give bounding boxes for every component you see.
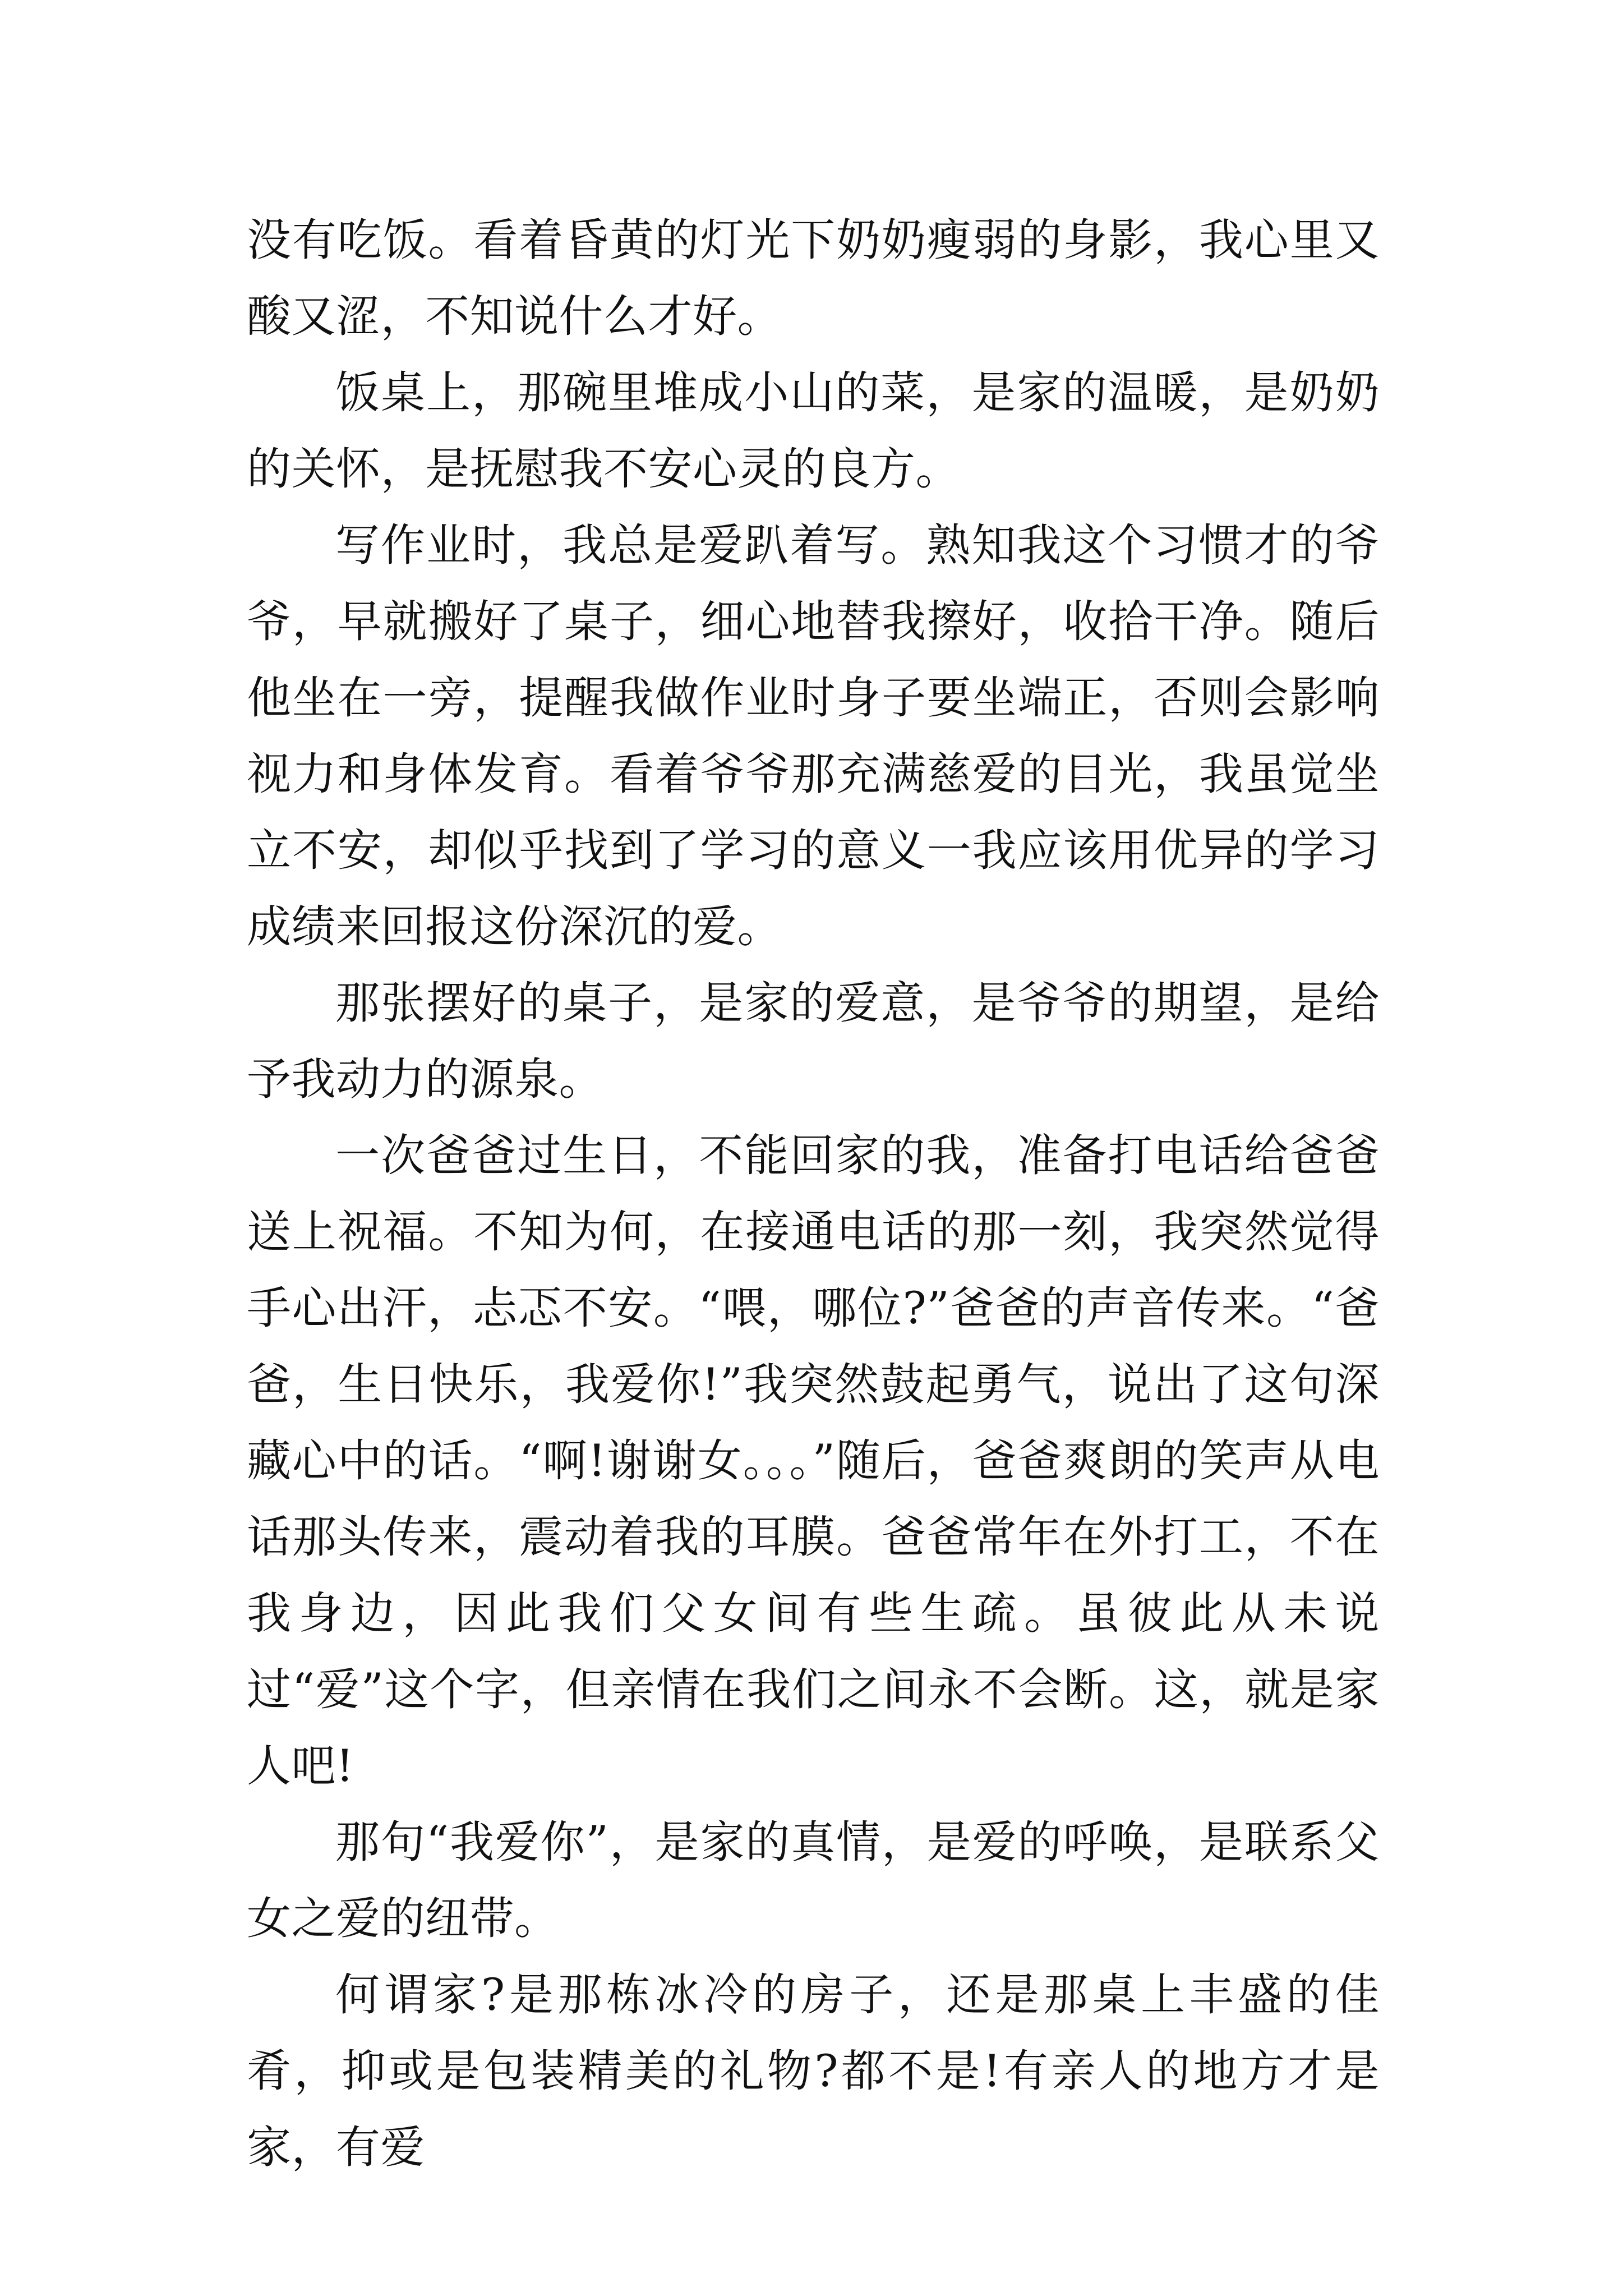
paragraph-6: 那句“我爱你”，是家的真情，是爱的呼唤，是联系父女之爱的纽带。 — [247, 1816, 1380, 1944]
paragraph-2: 饭桌上，那碗里堆成小山的菜，是家的温暖，是奶奶的关怀，是抚慰我不安心灵的良方。 — [247, 367, 1380, 495]
paragraph-4: 那张摆好的桌子，是家的爱意，是爷爷的期望，是给予我动力的源泉。 — [247, 977, 1380, 1105]
paragraph-7: 何谓家?是那栋冰冷的房子，还是那桌上丰盛的佳肴，抑或是包装精美的礼物?都不是!有亲人的地方才是家，有爱 — [247, 1969, 1380, 2173]
paragraph-3: 写作业时，我总是爱趴着写。熟知我这个习惯才的爷爷，早就搬好了桌子，细心地替我擦好，收拾干净。随后他坐在一旁，提醒我做作业时身子要坐端正，否则会影响视力和身体发育。看着爷爷那充满慈爱的目光，我虽觉坐立不安，却似乎找到了学习的意义一我应该用优异的学习成绩来回报这份深沉的爱。 — [247, 519, 1380, 953]
paragraph-1: 没有吃饭。看着昏黄的灯光下奶奶瘦弱的身影，我心里又酸又涩，不知说什么才好。 — [247, 214, 1380, 342]
body-text — [247, 202, 1380, 2185]
paragraph-5: 一次爸爸过生日，不能回家的我，准备打电话给爸爸送上祝福。不知为何，在接通电话的那一刻，我突然觉得手心出汗，忐忑不安。“喂，哪位?”爸爸的声音传来。“爸爸，生日快乐，我爱你!”我突然鼓起勇气，说出了这句深藏心中的话。“啊!谢谢女。。。”随后，爸爸爽朗的笑声从电话那头传来，震动着我的耳膜。爸爸常年在外打工，不在我身边，因此我们父女间有些生疏。虽彼此从未说过“爱”这个字，但亲情在我们之间永不会断。这，就是家人吧! — [247, 1130, 1380, 1792]
